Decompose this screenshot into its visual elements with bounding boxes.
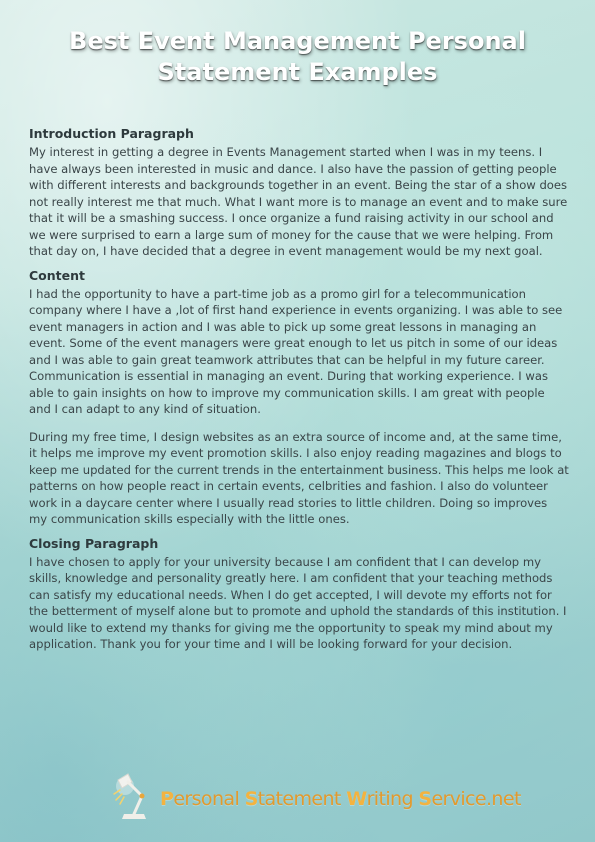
title-line-1: Best Event Management Personal [69,27,526,55]
content-heading: Content [29,267,85,283]
title-line-2: Statement Examples [157,58,438,86]
closing-paragraph: I have chosen to apply for your university because I am confident that I can develop my skills, knowledge and personality greatly here. I am confident that your teaching methods can satisfy my educational needs. When I do get accepted, I will devote my efforts not for the betterment of myself alone but to promote and uphold the standards of this institution. I would like to extend my thanks for giving me the opportunity to speak my mind about my application. Thank you for your time and I will be looking forward for your decision. [29,554,567,651]
statement-body [29,126,569,653]
brand-part: S [418,788,432,810]
brand-part: W [346,788,367,810]
closing-section [29,536,569,653]
brand-part: ervice.net [431,788,521,810]
intro-section [29,126,569,260]
brand-part: riting [366,788,419,810]
content-paragraph-1: I had the opportunity to have a part-time job as a promo girl for a telecommunication company where I have a ,lot of first hand experience in events organizing. I was able to see event managers in action and I was able to pick up some great lessons in managing an event. Some of the event managers were great enough to let us pitch in some of our ideas and I was able to gain great teamwork attributes that can be helpful in my future career. Communication is essential in managing an event. During that working experience. I was able to gain insights on how to improve my communication skills. I am great with people and I can adapt to any kind of situation. [29,286,563,416]
brand-part: P [160,788,174,810]
brand-name [160,788,521,810]
desk-lamp-icon [112,770,160,826]
content-paragraph-2: During my free time, I design websites as an extra source of income and, at the same time, it helps me improve my event promotion skills. I also enjoy reading magazines and blogs to keep me updated for the current trends in the entertainment business. This helps me look at patterns on how people react in certain events, celbrities and fashion. I also do volunteer work in a daycare center where I usually read stories to little children. Doing so improves my communication skills especially with the little ones. [29,429,569,526]
intro-heading: Introduction Paragraph [29,126,194,141]
brand-part: S [244,788,258,810]
brand-logo [112,770,521,826]
closing-heading: Closing Paragraph [29,535,159,551]
page-title [20,26,575,88]
brand-part: ersonal [173,788,245,810]
intro-paragraph: My interest in getting a degree in Events Management started when I was in my teens. I have always been interested in music and dance. I also have the passion of getting people with different interests and backgrounds together in an event. Being the star of a show does not really interest me that much. What I want more is to manage an event and to make sure that it will be a smashing success. I once organize a fund raising activity in our school and we were surprised to earn a large sum of money for the cause that we were helping. From that day on, I have decided that a degree in event management would be my next goal. [29,145,568,258]
content-section [29,268,569,528]
brand-part: tatement [257,788,347,810]
